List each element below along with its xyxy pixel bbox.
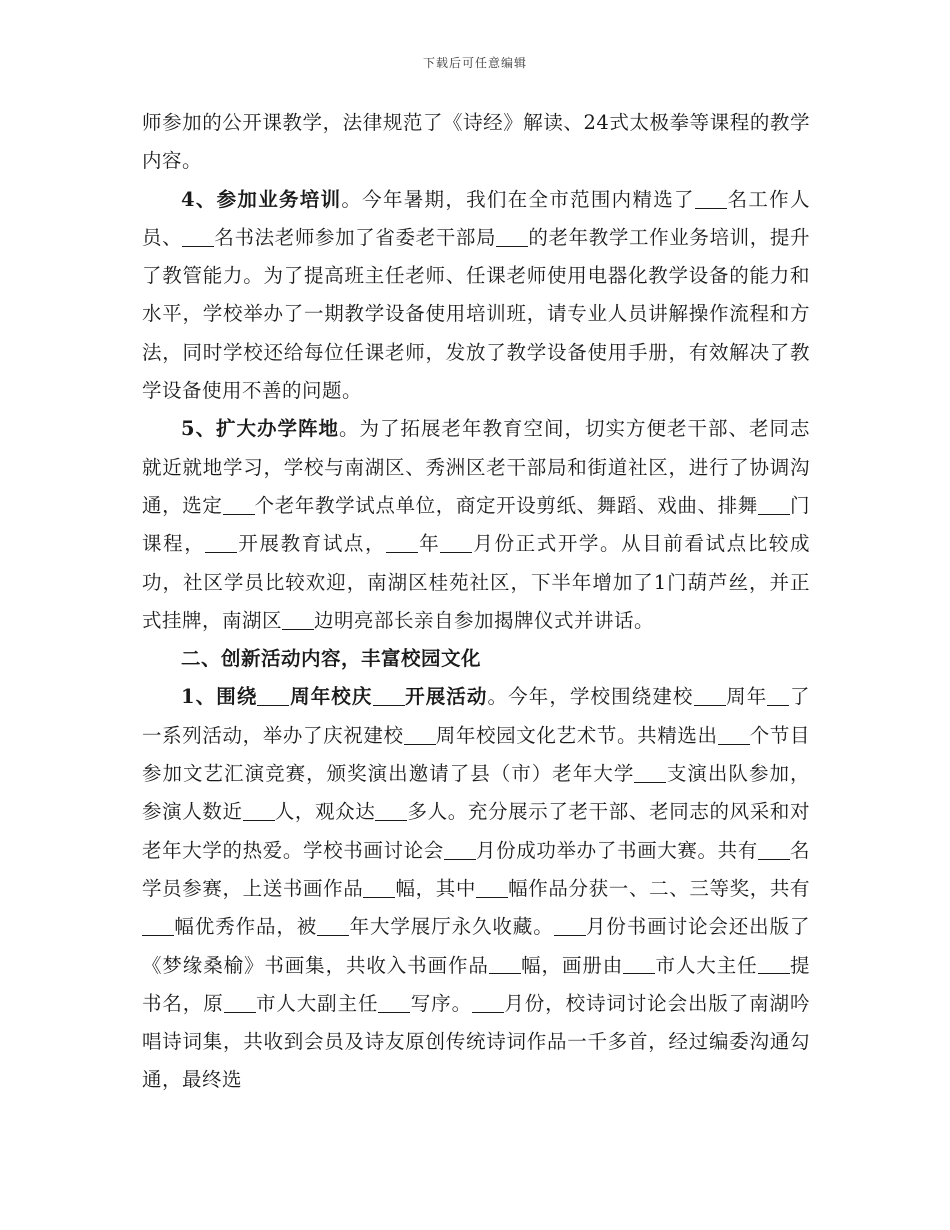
paragraph-text: 幅优秀作品，被 <box>174 915 318 939</box>
paragraph-text: 门课程， <box>142 493 810 556</box>
fill-blank <box>758 494 790 515</box>
fill-blank <box>223 494 255 515</box>
paragraph-text: 师参加的公开课教学，法律规范了《诗经》解读、24式太极拳等课程的教学内容。 <box>142 111 810 173</box>
paragraph-text: 。为了拓展老年教育空间，切实方便老干部、老同志就近就地学习，学校与南湖区、秀洲区老干部局和街道社区，进行了协调沟通，选定 <box>142 417 810 517</box>
paragraph-text: 写序。 <box>410 991 472 1015</box>
paragraph-heading: 1、围绕 <box>181 685 258 709</box>
section-heading: 二、创新活动内容，丰富校园文化 <box>181 647 482 671</box>
fill-blank <box>378 992 410 1013</box>
fill-blank <box>489 954 521 975</box>
paragraph-text: 周年 <box>725 685 768 709</box>
fill-blank <box>695 188 727 209</box>
paragraph-text: 名工作人员、 <box>142 187 810 249</box>
fill-blank <box>205 533 237 554</box>
fill-blank <box>440 533 472 554</box>
paragraph-text: 。今年暑期，我们在全市范围内精选了 <box>341 187 695 211</box>
fill-blank <box>444 839 476 860</box>
paragraph-text: 年大学展厅永久收藏。 <box>349 915 554 939</box>
paragraph-text: 人，观众达 <box>274 800 376 824</box>
paragraph-anniversary <box>142 678 810 1099</box>
paragraph-text: 周年校园文化艺术节。共精选出 <box>435 723 718 747</box>
paragraph-heading: 开展活动 <box>404 685 488 709</box>
paragraph-text: 市人大副主任 <box>255 991 379 1015</box>
paragraph-text: 提书名，原 <box>142 953 810 1015</box>
paragraph-text: 。今年，学校围绕建校 <box>487 685 694 709</box>
paragraph-training <box>142 181 810 411</box>
paragraph-heading: 4、参加业务培训 <box>181 187 342 211</box>
fill-blank <box>142 916 174 937</box>
fill-blank <box>257 686 289 707</box>
paragraph-text: 个节目参加文艺汇演竞赛，颁奖演出邀请了县（市）老年大学 <box>142 723 810 786</box>
paragraph-text: 月份成功举办了书画大赛。共有 <box>475 838 758 862</box>
fill-blank <box>623 954 655 975</box>
fill-blank <box>386 533 418 554</box>
fill-blank <box>182 226 214 247</box>
paragraph-text: 开展教育试点， <box>237 532 387 556</box>
fill-blank <box>758 954 790 975</box>
fill-blank <box>373 686 405 707</box>
fill-blank <box>718 724 750 745</box>
paragraph-text: 幅，画册由 <box>520 953 624 977</box>
document-body <box>142 104 810 1100</box>
fill-blank <box>767 686 789 707</box>
paragraph-expand-sites <box>142 410 810 640</box>
paragraph-text: 的老年教学工作业务培训，提升了教管能力。为了提高班主任老师、任课老师使用电器化教学设备的能力和水平，学校举办了一期教学设备使用培训班，请专业人员讲解操作流程和方法，同时学校还给每位任课老师，发放了教学设备使用手册，有效解决了教学设备使用不善的问题。 <box>142 225 810 403</box>
paragraph-text: 月份书画讨论会还出版了《梦缘桑榆》书画集，共收入书画作品 <box>142 915 810 977</box>
paragraph-text: 个老年教学试点单位，商定开设剪纸、舞蹈、戏曲、排舞 <box>254 493 758 517</box>
fill-blank <box>554 916 586 937</box>
fill-blank <box>243 801 275 822</box>
paragraph-heading: 周年校庆 <box>289 685 373 709</box>
fill-blank <box>496 226 528 247</box>
paragraph-heading: 5、扩大办学阵地 <box>181 417 340 441</box>
fill-blank <box>694 686 726 707</box>
fill-blank <box>363 877 395 898</box>
fill-blank <box>404 724 436 745</box>
fill-blank <box>375 801 407 822</box>
paragraph-text: 幅，其中 <box>395 876 477 900</box>
fill-blank <box>634 762 666 783</box>
paragraph-text: 幅作品分获一、二、三等奖，共有 <box>508 876 810 900</box>
paragraph-text: 支演出队参加，参演人数近 <box>142 762 810 824</box>
fill-blank <box>476 877 508 898</box>
page-header-note: 下载后可任意编辑 <box>422 56 527 70</box>
paragraph-text: 年 <box>418 532 441 556</box>
paragraph-text: 月份，校诗词讨论会出版了南湖吟唱诗词集，共收到会员及诗友原创传统诗词作品一千多首，经过编委沟通勾通，最终选 <box>142 991 810 1092</box>
paragraph-text: 边明亮部长亲自参加揭牌仪式并讲话。 <box>314 608 655 632</box>
paragraph-continuation <box>142 104 810 181</box>
paragraph-text: 月份正式开学。从目前看试点比较成功，社区学员比较欢迎，南湖区桂苑社区，下半年增加了1门葫芦丝，并正式挂牌，南湖区 <box>142 532 810 632</box>
fill-blank <box>317 916 349 937</box>
paragraph-text: 多人。充分展示了老干部、老同志的风采和对老年大学的热爱。学校书画讨论会 <box>142 800 810 862</box>
paragraph-text: 了一系列活动，举办了庆祝建校 <box>142 685 810 747</box>
paragraph-text: 市人大主任 <box>655 953 758 977</box>
fill-blank <box>472 992 504 1013</box>
paragraph-text: 名学员参赛，上送书画作品 <box>142 838 810 900</box>
fill-blank <box>224 992 256 1013</box>
fill-blank <box>758 839 790 860</box>
fill-blank <box>282 609 314 630</box>
paragraph-text: 名书法老师参加了省委老干部局 <box>214 225 497 249</box>
